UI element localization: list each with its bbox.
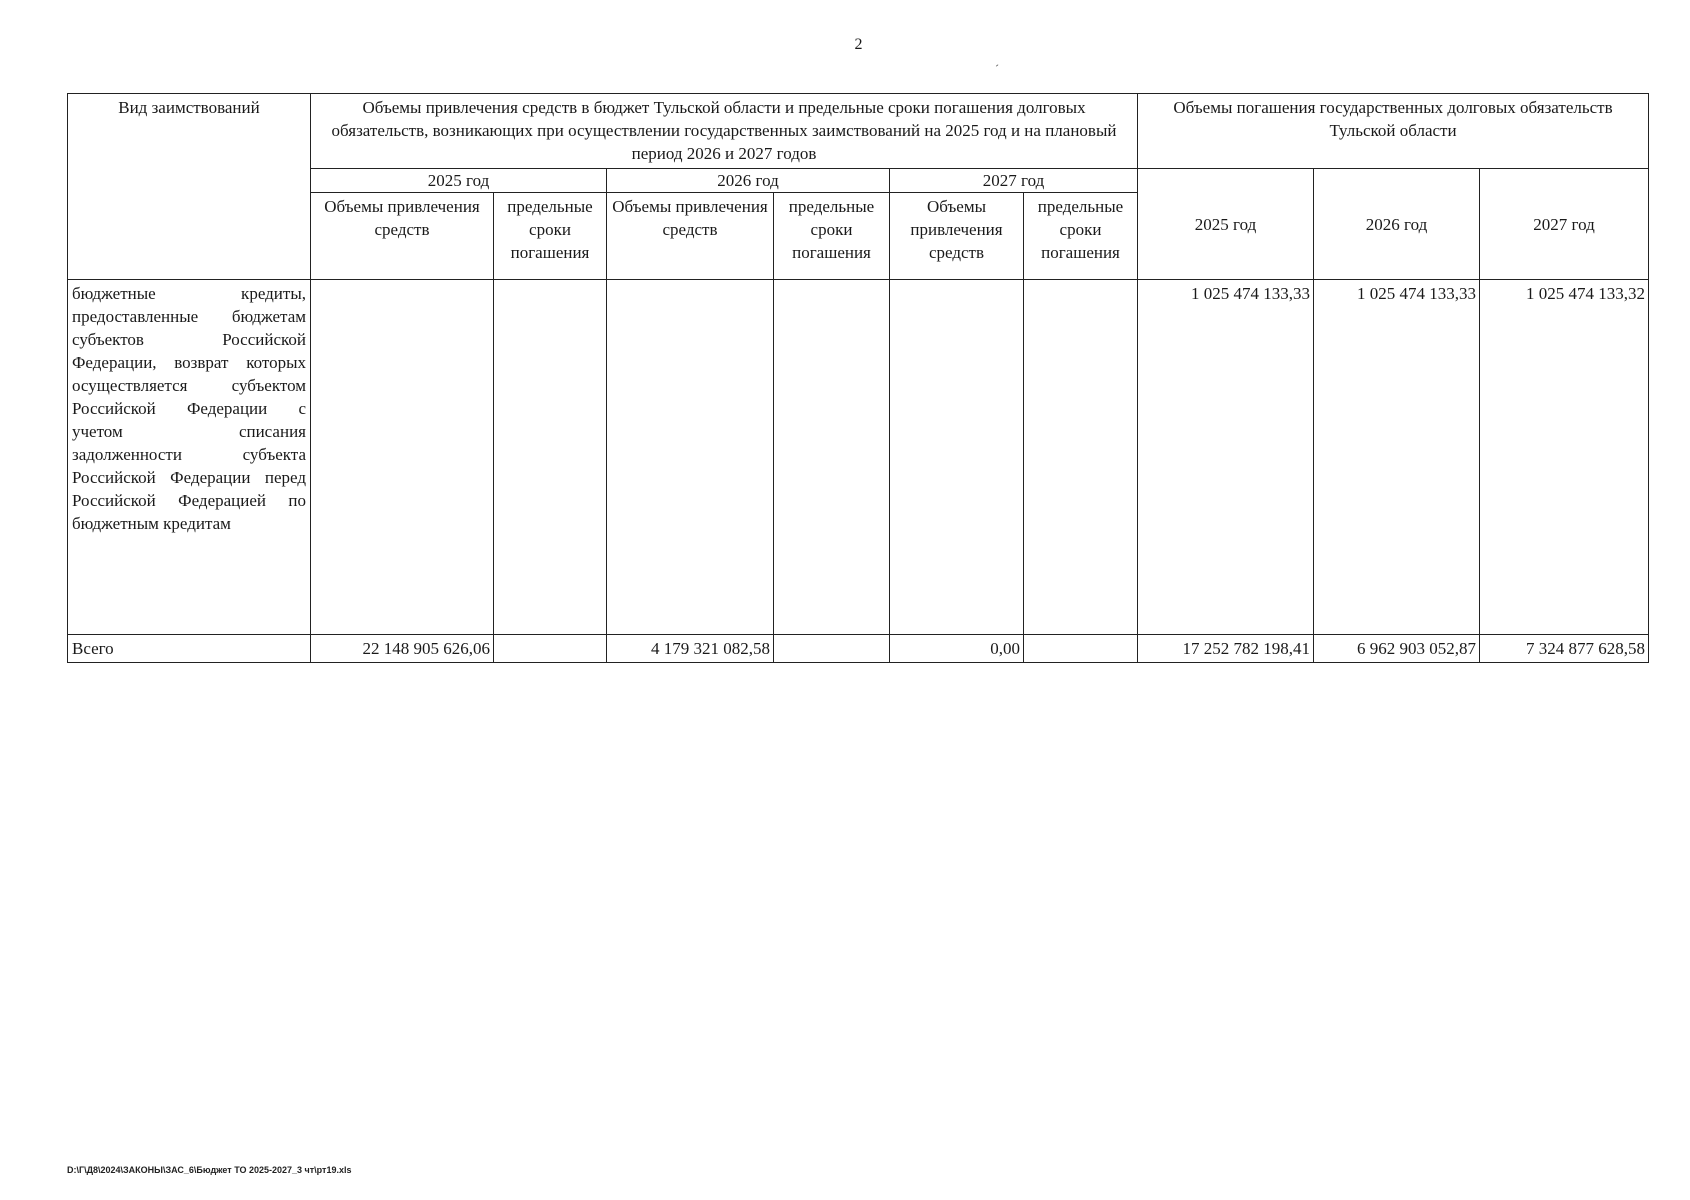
header-terms-2025: предельные сроки погашения	[494, 193, 607, 280]
cell-total-repay-2025: 17 252 782 198,41	[1138, 635, 1314, 663]
header-year-2026: 2026 год	[607, 169, 890, 193]
header-year-2025: 2025 год	[311, 169, 607, 193]
footer-file-path: D:\Г\Д8\2024\ЗАКОНЫ\ЗАС_6\Бюджет ТО 2025-2027_3 чт\рт19.xls	[67, 1165, 352, 1175]
cell-total-terms-2026	[774, 635, 890, 663]
cell-total-terms-2025	[494, 635, 607, 663]
header-repay-2027: 2027 год	[1480, 169, 1649, 280]
header-terms-2027: предельные сроки погашения	[1024, 193, 1138, 280]
cell-attract-2025	[311, 280, 494, 635]
header-repay-2026: 2026 год	[1314, 169, 1480, 280]
table-row	[68, 280, 1649, 635]
cell-total-attract-2026: 4 179 321 082,58	[607, 635, 774, 663]
cell-repay-2025: 1 025 474 133,33	[1138, 280, 1314, 635]
cell-total-attract-2025: 22 148 905 626,06	[311, 635, 494, 663]
cell-attract-2027	[890, 280, 1024, 635]
cell-terms-2026	[774, 280, 890, 635]
header-repay-2025: 2025 год	[1138, 169, 1314, 280]
cell-attract-2026	[607, 280, 774, 635]
header-volume-2027: Объемы привлечения средств	[890, 193, 1024, 280]
header-volume-2025: Объемы привлечения средств	[311, 193, 494, 280]
header-volume-2026: Объемы привлечения средств	[607, 193, 774, 280]
header-year-2027: 2027 год	[890, 169, 1138, 193]
tick-mark: ˊ	[995, 62, 999, 76]
page-number: 2	[854, 36, 863, 53]
header-terms-2026: предельные сроки погашения	[774, 193, 890, 280]
borrowings-table	[67, 93, 1649, 663]
cell-terms-2027	[1024, 280, 1138, 635]
header-attraction-group: Объемы привлечения средств в бюджет Тульской области и предельные сроки погашения долговых обязательств, возникающих при осуществлении государственных заимствований на 2025 год и на плановый период 2026 и 2027 годов	[311, 94, 1138, 169]
cell-repay-2027: 1 025 474 133,32	[1480, 280, 1649, 635]
cell-repay-2026: 1 025 474 133,33	[1314, 280, 1480, 635]
row-label-total: Всего	[68, 635, 311, 663]
cell-terms-2025	[494, 280, 607, 635]
table-row-total	[68, 635, 1649, 663]
cell-total-attract-2027: 0,00	[890, 635, 1024, 663]
cell-total-repay-2027: 7 324 877 628,58	[1480, 635, 1649, 663]
header-repayment-group: Объемы погашения государственных долговых обязательств Тульской области	[1138, 94, 1649, 169]
cell-total-terms-2027	[1024, 635, 1138, 663]
header-row-top	[68, 94, 1649, 169]
header-borrowing-type: Вид заимствований	[68, 94, 311, 280]
row-label: бюджетные кредиты, предоставленные бюджетам субъектов Российской Федерации, возврат которых осуществляется субъектом Российской Федерации с учетом списания задолженности субъекта Российской Федерации перед Российской Федерацией по бюджетным кредитам	[68, 280, 311, 635]
cell-total-repay-2026: 6 962 903 052,87	[1314, 635, 1480, 663]
